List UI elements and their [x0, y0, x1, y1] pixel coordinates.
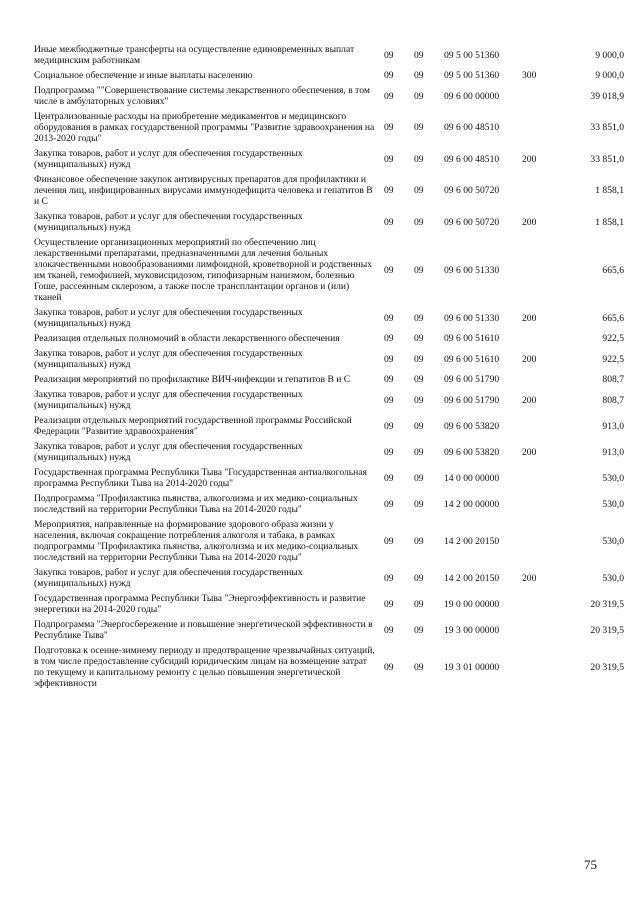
row-amount: 665,6	[602, 312, 624, 324]
row-section-code: 09	[384, 374, 394, 385]
row-amount: 1 858,1	[595, 185, 624, 196]
row-amount: 9 000,0	[595, 70, 624, 81]
row-section-code: 09	[384, 661, 394, 673]
row-section-code: 09	[384, 312, 394, 324]
row-subsection-code: 09	[414, 49, 424, 61]
row-target-article-code: 19 0 00 00000	[444, 598, 500, 610]
row-subsection-code: 09	[414, 90, 424, 102]
row-description: Закупка товаров, работ и услуг для обеспечения государственных (муниципальных) нужд	[34, 148, 303, 170]
row-amount: 808,7	[602, 374, 624, 385]
row-section-code: 09	[384, 624, 394, 636]
row-section-code: 09	[384, 420, 394, 432]
row-subsection-code: 09	[414, 598, 424, 610]
row-expense-type-code: 200	[522, 394, 537, 406]
row-subsection-code: 09	[414, 374, 424, 385]
row-amount: 20 319,5	[590, 661, 624, 673]
table-row	[34, 235, 624, 305]
row-description: Закупка товаров, работ и услуг для обеспечения государственных (муниципальных) нужд	[34, 389, 303, 411]
row-subsection-code: 09	[414, 185, 424, 196]
row-target-article-code: 09 6 00 51790	[444, 394, 500, 406]
row-amount: 1 858,1	[595, 216, 624, 228]
row-subsection-code: 09	[414, 312, 424, 324]
row-expense-type-code: 200	[522, 312, 537, 324]
table-row	[34, 565, 624, 591]
row-amount: 530,0	[602, 572, 624, 584]
row-description: Социальное обеспечение и иные выплаты населению	[34, 70, 253, 81]
row-description: Закупка товаров, работ и услуг для обеспечения государственных (муниципальных) нужд	[34, 307, 303, 329]
row-amount: 665,6	[602, 264, 624, 276]
row-subsection-code: 09	[414, 153, 424, 165]
row-description: Закупка товаров, работ и услуг для обеспечения государственных (муниципальных) нужд	[34, 211, 303, 233]
row-description: Реализация отдельных полномочий в области лекарственного обеспечения	[34, 333, 340, 344]
row-target-article-code: 14 0 00 00000	[444, 472, 500, 484]
table-row	[34, 68, 624, 83]
row-section-code: 09	[384, 216, 394, 228]
row-subsection-code: 09	[414, 472, 424, 484]
table-row	[34, 591, 624, 617]
row-amount: 33 851,0	[590, 153, 624, 165]
table-row	[34, 643, 624, 691]
row-target-article-code: 09 6 00 51610	[444, 353, 500, 365]
row-section-code: 09	[384, 90, 394, 102]
row-expense-type-code: 200	[522, 572, 537, 584]
row-target-article-code: 09 6 00 51330	[444, 312, 500, 324]
row-target-article-code: 09 5 00 51360	[444, 70, 500, 81]
table-row	[34, 517, 624, 565]
row-target-article-code: 09 6 00 53820	[444, 420, 500, 432]
row-target-article-code: 19 3 01 00000	[444, 661, 500, 673]
row-target-article-code: 09 6 00 51610	[444, 333, 500, 344]
row-target-article-code: 19 3 00 00000	[444, 624, 500, 636]
table-row	[34, 331, 624, 346]
row-section-code: 09	[384, 122, 394, 133]
row-subsection-code: 09	[414, 353, 424, 365]
row-amount: 20 319,5	[590, 598, 624, 610]
table-row	[34, 305, 624, 331]
row-subsection-code: 09	[414, 216, 424, 228]
row-subsection-code: 09	[414, 572, 424, 584]
table-row	[34, 439, 624, 465]
row-amount: 922,5	[602, 353, 624, 365]
row-description: Иные межбюджетные трансферты на осуществление единовременных выплат медицинским работникам	[34, 44, 355, 66]
row-section-code: 09	[384, 472, 394, 484]
row-section-code: 09	[384, 498, 394, 510]
row-subsection-code: 09	[414, 661, 424, 673]
row-description: Финансовое обеспечение закупок антивирусных препаратов для профилактики и лечения лиц, инфицированных вирусами иммунодефицита человека и гепатитов В и С	[34, 174, 373, 207]
table-row	[34, 491, 624, 517]
row-subsection-code: 09	[414, 624, 424, 636]
row-description: Реализация отдельных мероприятий государственной программы Российской Федерации "Развитие здравоохранения"	[34, 415, 352, 437]
row-section-code: 09	[384, 446, 394, 458]
budget-table	[34, 42, 624, 691]
row-target-article-code: 09 6 00 48510	[444, 122, 500, 133]
row-section-code: 09	[384, 70, 394, 81]
row-section-code: 09	[384, 49, 394, 61]
row-amount: 913,0	[602, 446, 624, 458]
row-expense-type-code: 200	[522, 153, 537, 165]
row-expense-type-code: 300	[522, 70, 537, 81]
row-description: Подготовка к осенне-зимнему периоду и предотвращение чрезвычайных ситуаций, в том числе предоставление субсидий юридическим лицам на возмещение затрат по текущему и капитальному ремонту с целью повышения энергетической эффективности	[34, 645, 375, 689]
row-target-article-code: 09 6 00 50720	[444, 216, 500, 228]
table-row	[34, 209, 624, 235]
row-description: Государственная программа Республики Тыва "Государственная антиалкогольная программа Республики Тыва на 2014-2020 годы"	[34, 467, 367, 489]
row-subsection-code: 09	[414, 498, 424, 510]
row-subsection-code: 09	[414, 535, 424, 547]
row-target-article-code: 14 2 00 20150	[444, 535, 500, 547]
table-row	[34, 346, 624, 372]
row-target-article-code: 09 6 00 48510	[444, 153, 500, 165]
row-section-code: 09	[384, 353, 394, 365]
row-expense-type-code: 200	[522, 446, 537, 458]
row-section-code: 09	[384, 185, 394, 196]
row-section-code: 09	[384, 535, 394, 547]
row-description: Закупка товаров, работ и услуг для обеспечения государственных (муниципальных) нужд	[34, 348, 303, 370]
row-description: Централизованные расходы на приобретение медикаментов и медицинского оборудования в рамках государственной программы "Развитие здравоохранения на 2013-2020 годы"	[34, 111, 375, 144]
row-section-code: 09	[384, 572, 394, 584]
row-amount: 808,7	[602, 394, 624, 406]
row-subsection-code: 09	[414, 264, 424, 276]
row-expense-type-code: 200	[522, 216, 537, 228]
row-description: Государственная программа Республики Тыва "Энергоэффективность и развитие энергетики на 2014-2020 годы"	[34, 593, 366, 615]
row-section-code: 09	[384, 264, 394, 276]
row-target-article-code: 09 6 00 53820	[444, 446, 500, 458]
row-expense-type-code: 200	[522, 353, 537, 365]
table-row	[34, 42, 624, 68]
row-target-article-code: 09 6 00 50720	[444, 185, 500, 196]
row-description: Подпрограмма "Профилактика пьянства, алкоголизма и их медико-социальных последствий на территории Республики Тыва на 2014-2020 годы"	[34, 493, 358, 515]
row-target-article-code: 14 2 00 20150	[444, 572, 500, 584]
row-amount: 530,0	[602, 498, 624, 510]
row-target-article-code: 09 5 00 51360	[444, 49, 500, 61]
table-row	[34, 109, 624, 146]
row-subsection-code: 09	[414, 122, 424, 133]
row-target-article-code: 09 6 00 51790	[444, 374, 500, 385]
row-subsection-code: 09	[414, 420, 424, 432]
table-row	[34, 413, 624, 439]
row-description: Подпрограмма ""Совершенствование системы лекарственного обеспечения, в том числе в амбулаторных условиях"	[34, 85, 370, 107]
table-row	[34, 146, 624, 172]
row-description: Закупка товаров, работ и услуг для обеспечения государственных (муниципальных) нужд	[34, 567, 303, 589]
row-description: Реализация мероприятий по профилактике ВИЧ-инфекции и гепатитов В и С	[34, 374, 351, 385]
row-section-code: 09	[384, 153, 394, 165]
table-row	[34, 617, 624, 643]
row-target-article-code: 09 6 00 51330	[444, 264, 500, 276]
row-amount: 20 319,5	[590, 624, 624, 636]
row-amount: 9 000,0	[595, 49, 624, 61]
row-amount: 922,5	[602, 333, 624, 344]
row-description: Подпрограмма "Энергосбережение и повышение энергетической эффективности в Республике Тыва"	[34, 619, 373, 641]
row-description: Мероприятия, направленные на формирование здорового образа жизни у населения, включая сокращение потребления алкоголя и табака, в рамках подпрограммы "Профилактика пьянства, алкоголизма и их медико-социальных последствий на территории Республики Тыва на 2014-2020 годы"	[34, 519, 359, 563]
table-row	[34, 172, 624, 209]
row-subsection-code: 09	[414, 394, 424, 406]
row-description: Осуществление организационных мероприятий по обеспечению лиц лекарственными препаратами, предназначенными для лечения больных злокачественными новообразованиями лимфоидной, кроветворной и родственных им тканей, гемофилией, муковисцидозом, гипофизарным нанизмом, болезнью Гоше, рассеянным склерозом, а также после трансплантации органов и (или) тканей	[34, 237, 372, 303]
row-section-code: 09	[384, 333, 394, 344]
row-section-code: 09	[384, 598, 394, 610]
table-row	[34, 83, 624, 109]
page-number: 75	[584, 857, 597, 872]
row-subsection-code: 09	[414, 333, 424, 344]
row-amount: 39 018,9	[590, 90, 624, 102]
row-subsection-code: 09	[414, 70, 424, 81]
table-row	[34, 387, 624, 413]
row-subsection-code: 09	[414, 446, 424, 458]
row-amount: 530,0	[602, 535, 624, 547]
table-row	[34, 465, 624, 491]
row-amount: 530,0	[602, 472, 624, 484]
row-section-code: 09	[384, 394, 394, 406]
row-target-article-code: 09 6 00 00000	[444, 90, 500, 102]
row-target-article-code: 14 2 00 00000	[444, 498, 500, 510]
row-amount: 33 851,0	[590, 122, 624, 133]
row-description: Закупка товаров, работ и услуг для обеспечения государственных (муниципальных) нужд	[34, 441, 303, 463]
table-row	[34, 372, 624, 387]
row-amount: 913,0	[602, 420, 624, 432]
